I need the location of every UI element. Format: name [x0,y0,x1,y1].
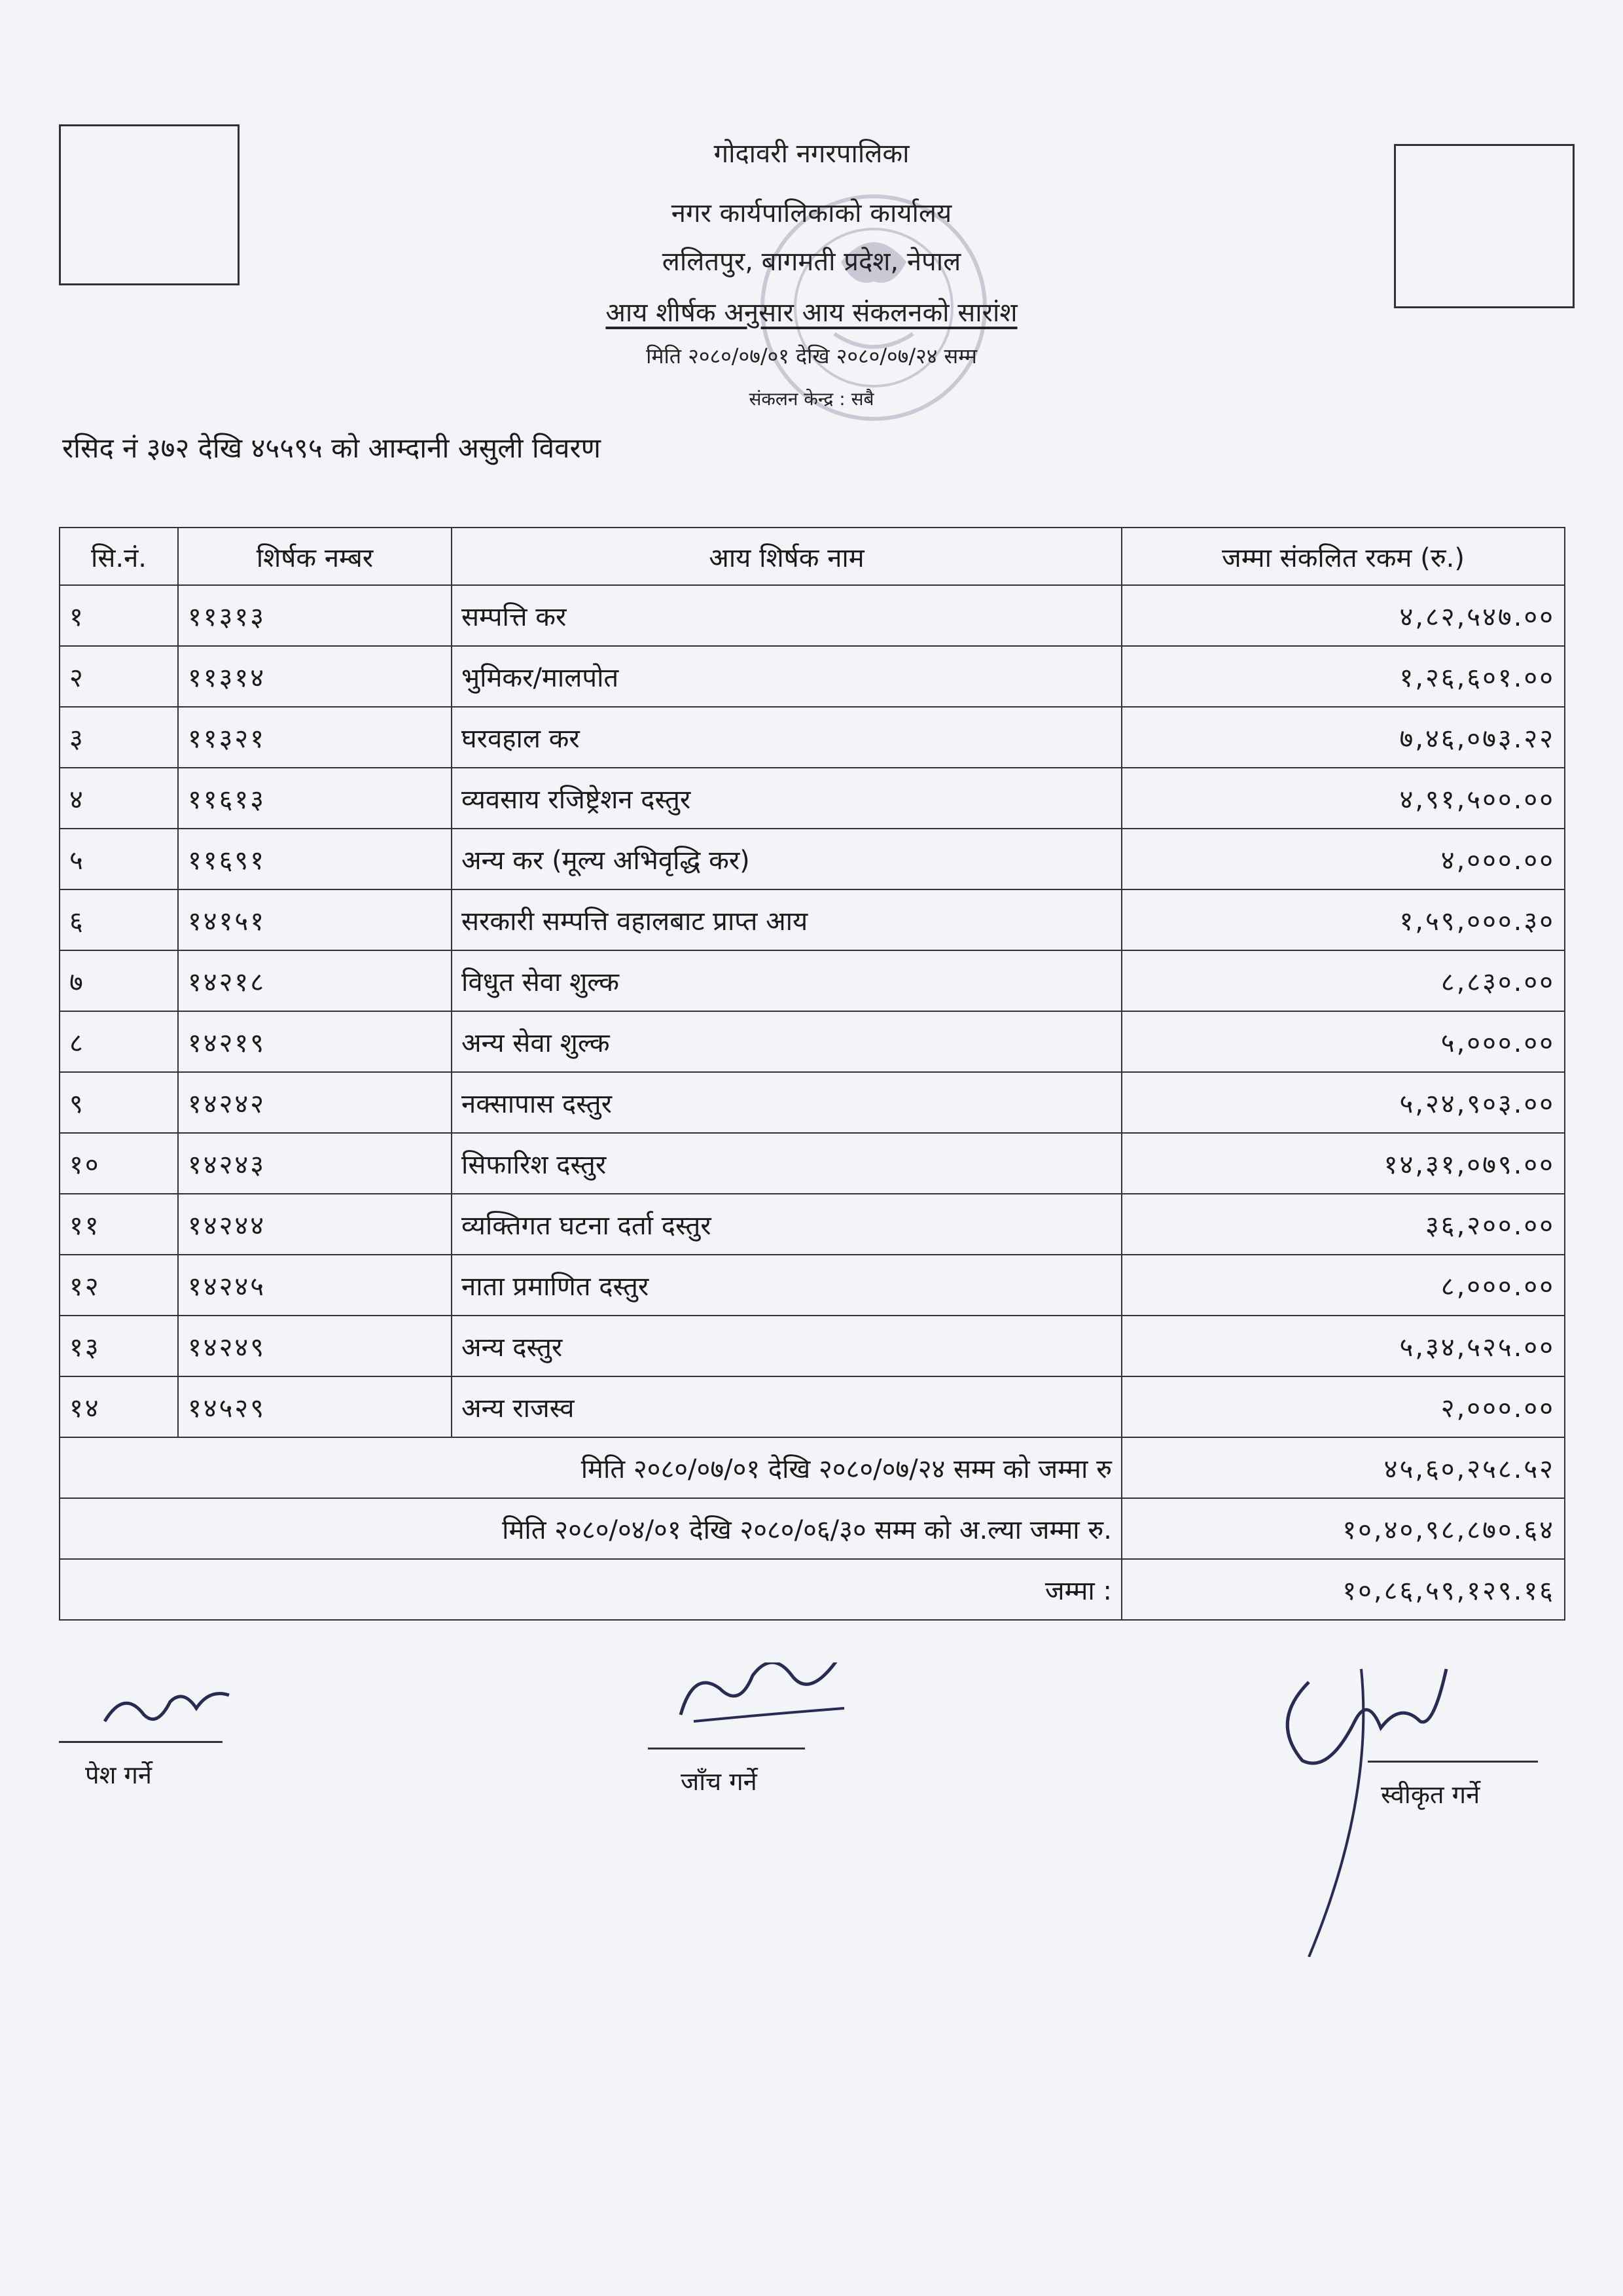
amount-cell: ४,८२,५४७.०० [1122,585,1565,646]
table-row [60,1194,1565,1255]
receipt-range-line: रसिद नं ३७२ देखि ४५५९५ को आम्दानी असुली विवरण [62,432,601,464]
collection-center: संकलन केन्द्र : सबै [749,388,874,410]
amount-cell: १,२६,६०१.०० [1122,646,1565,707]
table-row [60,585,1565,646]
code-cell: १४२४५ [178,1255,452,1316]
amount-cell: ८,८३०.०० [1122,950,1565,1011]
code-cell: ११६१३ [178,768,452,829]
code-cell: ११३२१ [178,707,452,768]
table-header-row [60,528,1565,585]
submitted-by-label: पेश गर्ने [85,1761,152,1789]
code-cell: ११३१३ [178,585,452,646]
subtotal-row [60,1437,1565,1498]
serial-cell: १० [60,1133,178,1194]
table-row [60,1376,1565,1437]
amount-cell: ५,०००.०० [1122,1011,1565,1072]
previous-total-row [60,1498,1565,1559]
title-cell: अन्य राजस्व [452,1376,1122,1437]
amount-cell: ८,०००.०० [1122,1255,1565,1316]
serial-cell: १ [60,585,178,646]
approved-by-label: स्वीकृत गर्ने [1381,1780,1480,1809]
amount-cell: ३६,२००.०० [1122,1194,1565,1255]
serial-cell: ११ [60,1194,178,1255]
header-income-title: आय शिर्षक नाम [452,528,1122,585]
serial-cell: १३ [60,1316,178,1376]
report-date-range: मिति २०८०/०७/०१ देखि २०८०/०७/२४ सम्म [646,344,977,368]
title-cell: सिफारिश दस्तुर [452,1133,1122,1194]
code-cell: १४५२९ [178,1376,452,1437]
header-amount: जम्मा संकलित रकम (रु.) [1122,528,1565,585]
title-cell: विधुत सेवा शुल्क [452,950,1122,1011]
approver-signature-line [1368,1761,1538,1763]
submitter-signature [92,1682,249,1741]
subtotal-amount: ४५,६०,२५८.५२ [1122,1437,1565,1498]
header-code: शिर्षक नम्बर [178,528,452,585]
previous-total-label: मिति २०८०/०४/०१ देखि २०८०/०६/३० सम्म को अ.ल्या जम्मा रु. [60,1498,1122,1559]
amount-cell: १४,३१,०७९.०० [1122,1133,1565,1194]
amount-cell: ४,०००.०० [1122,829,1565,889]
title-cell: भुमिकर/मालपोत [452,646,1122,707]
amount-cell: २,०००.०० [1122,1376,1565,1437]
serial-cell: २ [60,646,178,707]
title-cell: व्यक्तिगत घटना दर्ता दस्तुर [452,1194,1122,1255]
table-row [60,829,1565,889]
table-row [60,1072,1565,1133]
serial-cell: ३ [60,707,178,768]
table-row [60,707,1565,768]
code-cell: १४२४३ [178,1133,452,1194]
amount-cell: ५,२४,९०३.०० [1122,1072,1565,1133]
code-cell: १४२१९ [178,1011,452,1072]
serial-cell: ४ [60,768,178,829]
code-cell: १४१५१ [178,889,452,950]
grand-total-row [60,1559,1565,1620]
office-address: ललितपुर, बागमती प्रदेश, नेपाल [662,247,961,277]
serial-cell: ९ [60,1072,178,1133]
income-summary-table [59,527,1565,1621]
table-row [60,646,1565,707]
table-row [60,1133,1565,1194]
amount-cell: ७,४६,०७३.२२ [1122,707,1565,768]
title-cell: अन्य सेवा शुल्क [452,1011,1122,1072]
title-cell: अन्य कर (मूल्य अभिवृद्धि कर) [452,829,1122,889]
checker-signature [668,1662,864,1741]
code-cell: १४२४४ [178,1194,452,1255]
code-cell: १४२१८ [178,950,452,1011]
checked-by-label: जाँच गर्ने [681,1767,757,1796]
table-row [60,768,1565,829]
title-cell: घरवहाल कर [452,707,1122,768]
submitter-signature-line [59,1741,223,1743]
amount-cell: ५,३४,५२५.०० [1122,1316,1565,1376]
serial-cell: ७ [60,950,178,1011]
grand-total-label: जम्मा : [60,1559,1122,1620]
title-cell: सम्पत्ति कर [452,585,1122,646]
table-row [60,1011,1565,1072]
serial-cell: १२ [60,1255,178,1316]
table-row [60,950,1565,1011]
code-cell: १४२४२ [178,1072,452,1133]
title-cell: व्यवसाय रजिष्ट्रेशन दस्तुर [452,768,1122,829]
serial-cell: ५ [60,829,178,889]
serial-cell: ८ [60,1011,178,1072]
header-serial: सि.नं. [60,528,178,585]
code-cell: ११३१४ [178,646,452,707]
subtotal-label: मिति २०८०/०७/०१ देखि २०८०/०७/२४ सम्म को जम्मा रु [60,1437,1122,1498]
title-cell: अन्य दस्तुर [452,1316,1122,1376]
table-row [60,1255,1565,1316]
amount-cell: ४,९१,५००.०० [1122,768,1565,829]
serial-cell: १४ [60,1376,178,1437]
grand-total-amount: १०,८६,५९,१२९.१६ [1122,1559,1565,1620]
organization-name: गोदावरी नगरपालिका [713,139,910,169]
code-cell: ११६९१ [178,829,452,889]
table-row [60,1316,1565,1376]
title-cell: नक्सापास दस्तुर [452,1072,1122,1133]
checker-signature-line [648,1748,805,1749]
title-cell: सरकारी सम्पत्ति वहालबाट प्राप्त आय [452,889,1122,950]
previous-total-amount: १०,४०,९८,८७०.६४ [1122,1498,1565,1559]
report-title: आय शीर्षक अनुसार आय संकलनको सारांश [605,298,1018,328]
title-cell: नाता प्रमाणित दस्तुर [452,1255,1122,1316]
amount-cell: १,५९,०००.३० [1122,889,1565,950]
code-cell: १४२४९ [178,1316,452,1376]
serial-cell: ६ [60,889,178,950]
table-row [60,889,1565,950]
office-name: नगर कार्यपालिकाको कार्यालय [671,198,952,228]
